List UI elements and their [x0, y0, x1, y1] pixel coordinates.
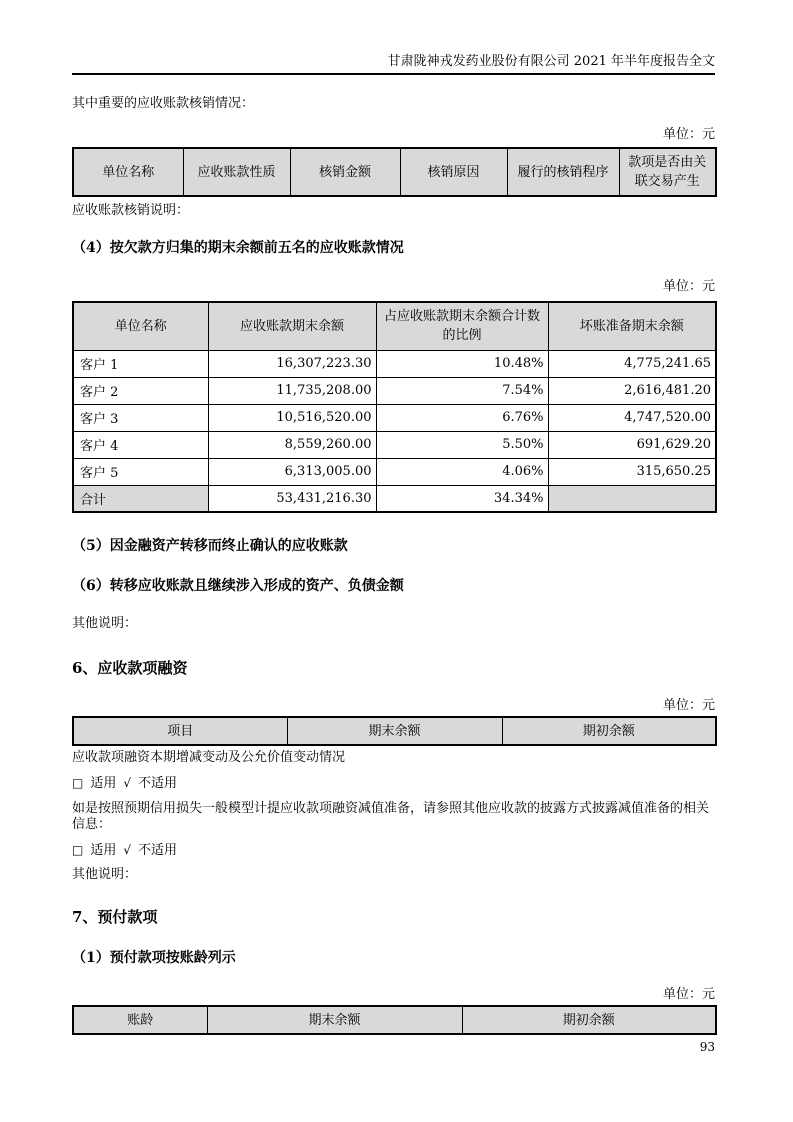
ratio-cell: 5.50% — [376, 431, 548, 458]
writeoff-table — [72, 147, 717, 197]
bad-debt-cell: 691,629.20 — [548, 431, 716, 458]
column-header-ending-balance: 应收账款期末余额 — [208, 302, 376, 350]
ratio-cell: 10.48% — [376, 350, 548, 377]
bad-debt-cell: 4,775,241.65 — [548, 350, 716, 377]
column-header-item: 项目 — [73, 717, 287, 745]
table-header-row — [73, 148, 716, 196]
table-header-row — [73, 1006, 716, 1034]
checkbox-unchecked-icon: □ — [72, 843, 84, 857]
ending-balance-cell: 6,313,005.00 — [208, 458, 376, 485]
customer-name-cell: 客户 2 — [73, 377, 208, 404]
section7-1-title: （1）预付款项按账龄列示 — [72, 950, 236, 966]
customer-name-cell: 客户 1 — [73, 350, 208, 377]
check-icon: √ — [123, 843, 132, 857]
section7-title: 7、预付款项 — [72, 908, 158, 926]
column-header-writeoff-amount: 核销金额 — [290, 148, 400, 196]
ratio-cell: 6.76% — [376, 404, 548, 431]
customer-name-cell: 客户 5 — [73, 458, 208, 485]
ending-balance-cell: 16,307,223.30 — [208, 350, 376, 377]
report-title: 甘肃陇神戎发药业股份有限公司 2021 年半年度报告全文 — [72, 54, 715, 75]
column-header-beginning-balance: 期初余额 — [462, 1006, 716, 1034]
page-number: 93 — [699, 1040, 715, 1054]
prepayment-aging-table — [72, 1005, 717, 1035]
applicable-label: 适用 — [90, 843, 117, 858]
top5-receivables-table — [72, 301, 717, 513]
column-header-ending-balance: 期末余额 — [207, 1006, 462, 1034]
column-header-ratio: 占应收账款期末余额合计数的比例 — [376, 302, 548, 350]
other-notes-label: 其他说明： — [72, 616, 138, 631]
financing-change-label: 应收款项融资本期增减变动及公允价值变动情况 — [72, 750, 346, 765]
section5-title: （5）因金融资产转移而终止确认的应收账款 — [72, 538, 348, 554]
ratio-cell: 7.54% — [376, 377, 548, 404]
customer-name-cell: 客户 4 — [73, 431, 208, 458]
total-ending-balance-cell: 53,431,216.30 — [208, 485, 376, 512]
section6-transfer-title: （6）转移应收账款且继续涉入形成的资产、负债金额 — [72, 578, 404, 594]
column-header-unit-name: 单位名称 — [73, 148, 183, 196]
not-applicable-label: 不适用 — [138, 843, 178, 858]
bad-debt-cell: 4,747,520.00 — [548, 404, 716, 431]
unit-label: 单位：元 — [662, 698, 715, 713]
column-header-bad-debt-balance: 坏账准备期末余额 — [548, 302, 716, 350]
document-header — [72, 0, 715, 75]
ending-balance-cell: 11,735,208.00 — [208, 377, 376, 404]
table-row-customer-2 — [73, 377, 716, 404]
table-row-customer-1 — [73, 350, 716, 377]
impairment-note-text: 如是按照预期信用损失一般模型计提应收款项融资减值准备，请参照其他应收款的披露方式披露减值准备的相关信息： — [72, 801, 710, 832]
ending-balance-cell: 10,516,520.00 — [208, 404, 376, 431]
applicable-label: 适用 — [90, 776, 117, 791]
column-header-beginning-balance: 期初余额 — [502, 717, 716, 745]
column-header-aging: 账龄 — [73, 1006, 207, 1034]
writeoff-note-text: 应收账款核销说明： — [72, 203, 190, 218]
column-header-writeoff-reason: 核销原因 — [400, 148, 507, 196]
customer-name-cell: 客户 3 — [73, 404, 208, 431]
financing-table — [72, 716, 717, 746]
unit-label: 单位：元 — [662, 279, 715, 294]
table-total-row — [73, 485, 716, 512]
bad-debt-cell: 2,616,481.20 — [548, 377, 716, 404]
total-bad-debt-cell — [548, 485, 716, 512]
table-row-customer-3 — [73, 404, 716, 431]
ending-balance-cell: 8,559,260.00 — [208, 431, 376, 458]
table-header-row — [73, 302, 716, 350]
bad-debt-cell: 315,650.25 — [548, 458, 716, 485]
table-row-customer-4 — [73, 431, 716, 458]
column-header-receivable-nature: 应收账款性质 — [183, 148, 290, 196]
column-header-ending-balance: 期末余额 — [287, 717, 502, 745]
unit-label: 单位：元 — [662, 127, 715, 142]
total-ratio-cell: 34.34% — [376, 485, 548, 512]
column-header-unit-name: 单位名称 — [73, 302, 208, 350]
check-icon: √ — [123, 776, 132, 790]
other-notes-label: 其他说明： — [72, 867, 138, 882]
section6-title: 6、应收款项融资 — [72, 659, 188, 677]
column-header-related-transaction: 款项是否由关联交易产生 — [619, 148, 716, 196]
not-applicable-label: 不适用 — [138, 776, 178, 791]
writeoff-intro-text: 其中重要的应收账款核销情况： — [72, 96, 255, 111]
checkbox-unchecked-icon: □ — [72, 776, 84, 790]
applicability-option — [72, 842, 715, 859]
applicability-option — [72, 775, 715, 792]
column-header-writeoff-procedure: 履行的核销程序 — [507, 148, 619, 196]
table-header-row — [73, 717, 716, 745]
unit-label: 单位：元 — [662, 987, 715, 1002]
section4-title: （4）按欠款方归集的期末余额前五名的应收账款情况 — [72, 240, 404, 256]
ratio-cell: 4.06% — [376, 458, 548, 485]
table-row-customer-5 — [73, 458, 716, 485]
total-label-cell: 合计 — [73, 485, 208, 512]
